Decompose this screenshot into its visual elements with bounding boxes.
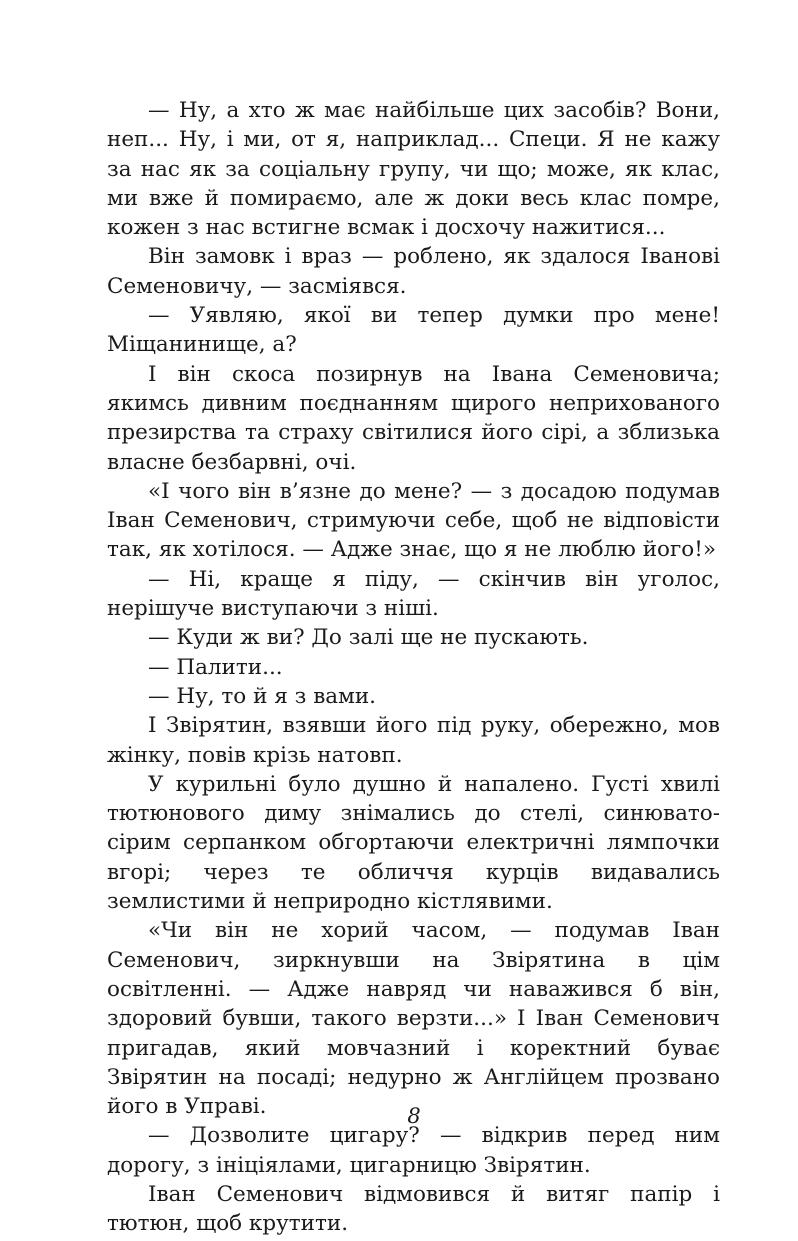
paragraph-14: Іван Семенович відмовився й витяг папір і тютюн, щоб крутити.	[107, 1181, 720, 1237]
body-text	[107, 96, 720, 1239]
paragraph-10: І Звірятин, взявши його під руку, обережно, мов жінку, повів крізь натовп.	[107, 713, 720, 768]
paragraph-1: — Ну, а хто ж має найбільше цих засобів? Вони, неп... Ну, і ми, от я, наприклад... Специ. Я не кажу за нас як за соціальну групу, чи що; може, як клас, ми вже й помираємо, але ж доки весь клас помре, кожен з нас встигне всмак і досхочу нажитися...	[107, 98, 720, 241]
paragraph-7: — Куди ж ви? До залі ще не пускають.	[148, 625, 589, 651]
paragraph-4: І він скоса позирнув на Івана Семеновича; якимсь дивним поєднанням щирого неприхованого презирства та страху світилися його сірі, а зблизька власне безбарвні, очі.	[107, 361, 720, 475]
paragraph-13: — Дозволите цигару? — відкрив перед ним дорогу, з ініціялами, цигарницю Звірятин.	[107, 1123, 720, 1178]
paragraph-9: — Ну, то й я з вами.	[148, 683, 377, 709]
paragraph-5: «І чого він в’язне до мене? — з досадою подумав Іван Семенович, стримуючи себе, щоб не відповісти так, як хотілося. — Адже знає, що я не люблю його!»	[107, 478, 720, 563]
paragraph-8: — Палити...	[148, 654, 283, 680]
paragraph-6: — Ні, краще я піду, — скінчив він уголос, нерішуче виступаючи з ніші.	[107, 566, 720, 622]
page-number: 8	[407, 1104, 421, 1128]
paragraph-2: Він замовк і враз — роблено, як здалося Іванові Семеновичу, — засміявся.	[107, 244, 720, 299]
paragraph-11: У курильні було душно й напалено. Густі хвилі тютюнового диму знімались до стелі, синювато-сірим серпанком обгортаючи електричні лямпочки вгорі; через те обличчя курців видавались землистими й неприродно кістлявими.	[107, 771, 720, 915]
paragraph-3: — Уявляю, якої ви тепер думки про мене! Міщанинище, а?	[107, 303, 720, 358]
paragraph-12: «Чи він не хорий часом, — подумав Іван Семенович, зиркнувши на Звірятина в цім освітленні. — Адже навряд чи наважився б він, здоровий бувши, такого верзти...» І Іван Семенович пригадав, який мовчазний і коректний буває Звірятин на посаді; недурно ж Англійцем прозвано його в Управі.	[107, 918, 720, 1120]
